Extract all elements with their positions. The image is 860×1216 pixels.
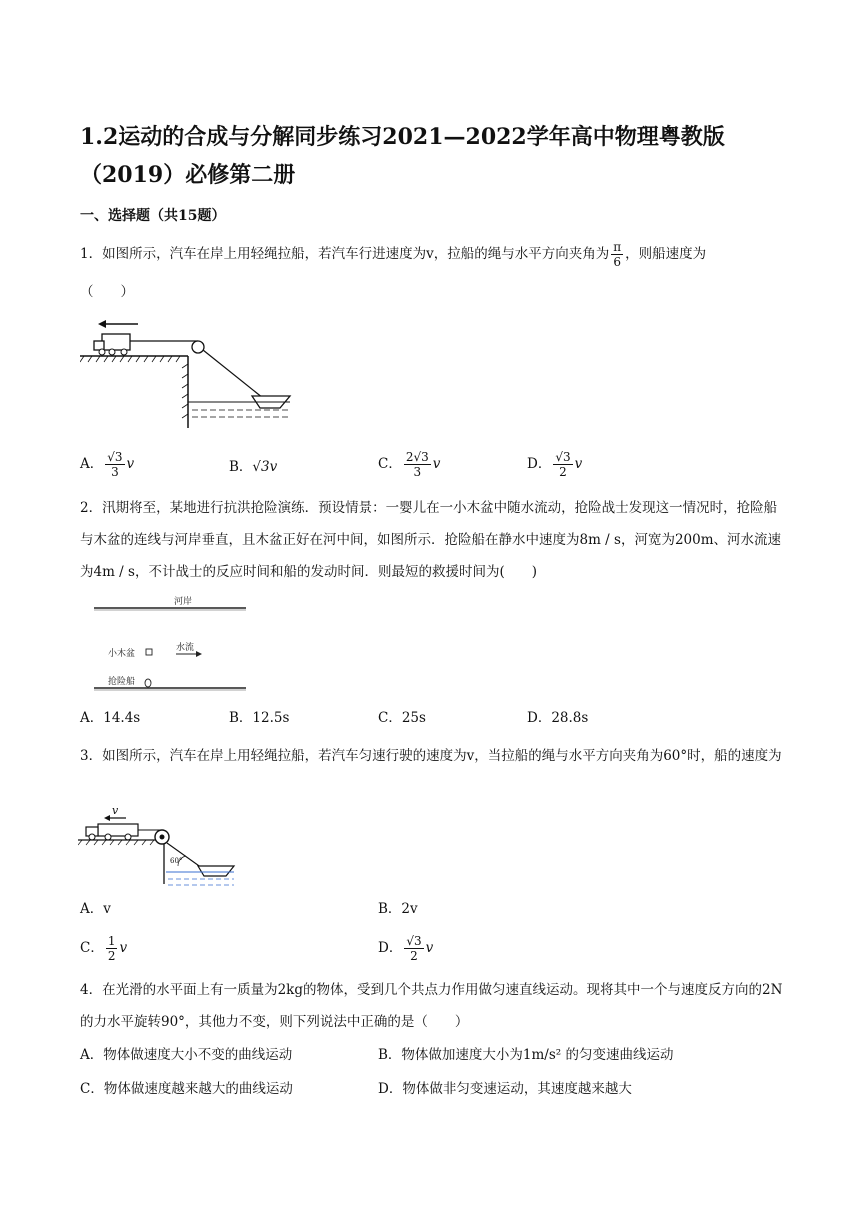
fraction-numerator: 1 xyxy=(107,934,116,948)
option-label: D． xyxy=(527,456,552,472)
option-fraction xyxy=(404,450,431,479)
velocity-label: v xyxy=(112,804,119,817)
fraction-numerator: √3 xyxy=(107,450,123,464)
option-label: C． xyxy=(378,456,402,472)
option-label: C． xyxy=(80,940,104,956)
rescue-boat-label: 抢险船 xyxy=(108,677,136,687)
q1-option-a[interactable] xyxy=(80,450,134,479)
fraction-denominator: 3 xyxy=(413,465,422,479)
question-1-stem: 1．如图所示，汽车在岸上用轻绳拉船，若汽车行进速度为v，拉船的绳与水平方向夹角为 xyxy=(80,246,610,262)
question-3-text: 3．如图所示，汽车在岸上用轻绳拉船，若汽车匀速行驶的速度为v，当拉船的绳与水平方向夹角为60°时，船的速度为 xyxy=(80,748,782,764)
q2-option-c[interactable]: C．25s xyxy=(378,710,426,726)
question-2-text: 2．汛期将至，某地进行抗洪抢险演练．预设情景：一婴儿在一小木盆中随水流动，抢险战士发现这一情况时，抢险船与木盆的连线与河岸垂直，且木盆正好在河中间，如图所示．抢险船在静水中速度为8m / s，河宽为200m、河水流速为4m / s，不计战士的反应时间和船的发动时间．则最短的救援时间为( ) xyxy=(80,500,782,580)
option-fraction xyxy=(404,934,423,963)
q4-option-c[interactable]: C．物体做速度越来越大的曲线运动 xyxy=(80,1081,293,1097)
q4-option-a[interactable]: A．物体做速度大小不变的曲线运动 xyxy=(80,1047,293,1063)
option-variable: v xyxy=(574,456,583,472)
option-fraction xyxy=(105,450,124,479)
option-variable: v xyxy=(126,456,135,472)
option-expression: √3v xyxy=(252,459,278,475)
option-variable: v xyxy=(432,456,441,472)
fraction-denominator: 2 xyxy=(559,465,567,479)
angle-label: 60° xyxy=(170,857,183,865)
fraction-denominator: 2 xyxy=(410,949,418,963)
q1-option-b[interactable] xyxy=(229,456,277,478)
q4-option-d[interactable]: D．物体做非匀变速运动，其速度越来越大 xyxy=(378,1081,632,1097)
fraction-numerator: √3 xyxy=(555,450,571,464)
angle-fraction xyxy=(611,240,623,269)
page-title: 1.2运动的合成与分解同步练习2021—2022学年高中物理粤教版（2019）必修第二册 xyxy=(80,124,725,188)
question-4-text: 4．在光滑的水平面上有一质量为2kg的物体，受到几个共点力作用做匀速直线运动。现将其中一个与速度反方向的2N的力水平旋转90°，其他力不变，则下列说法中正确的是（ ） xyxy=(80,982,783,1030)
q2-option-b[interactable]: B．12.5s xyxy=(229,710,290,726)
option-label: D． xyxy=(378,940,403,956)
question-1-stem-end: ，则船速度为 xyxy=(625,246,707,262)
q1-option-d[interactable] xyxy=(527,450,582,479)
q2-option-d[interactable]: D．28.8s xyxy=(527,710,589,726)
basin-label: 小木盆 xyxy=(108,649,136,659)
fraction-denominator: 2 xyxy=(107,949,116,963)
section-heading: 一、选择题（共15题） xyxy=(80,208,226,224)
question-1-text xyxy=(80,238,790,270)
option-variable: v xyxy=(119,940,128,956)
q3-option-a[interactable]: A．v xyxy=(80,901,111,917)
q4-option-b[interactable]: B．物体做加速度大小为1m/s² 的匀变速曲线运动 xyxy=(378,1047,674,1063)
option-variable: v xyxy=(425,940,434,956)
fraction-denominator: 3 xyxy=(111,465,119,479)
figure-2-river xyxy=(90,592,250,694)
fraction-numerator: π xyxy=(613,240,622,254)
option-fraction xyxy=(553,450,572,479)
q3-option-c[interactable] xyxy=(80,934,127,963)
option-fraction xyxy=(106,934,118,963)
q3-option-b[interactable]: B．2v xyxy=(378,901,418,917)
fraction-numerator: 2√3 xyxy=(405,450,429,464)
q1-option-c[interactable] xyxy=(378,450,440,479)
option-label: B． xyxy=(229,459,253,475)
q3-option-d[interactable] xyxy=(378,934,433,963)
option-label: A． xyxy=(80,456,104,472)
figure-1-car-boat xyxy=(80,310,300,435)
fraction-denominator: 6 xyxy=(613,255,621,269)
question-1-paren: （ ） xyxy=(80,284,134,300)
fraction-numerator: √3 xyxy=(406,934,422,948)
flow-label: 水流 xyxy=(176,643,195,653)
q2-option-a[interactable]: A．14.4s xyxy=(80,710,141,726)
figure-3-car-boat xyxy=(78,800,238,892)
river-bank-label: 河岸 xyxy=(174,597,193,607)
